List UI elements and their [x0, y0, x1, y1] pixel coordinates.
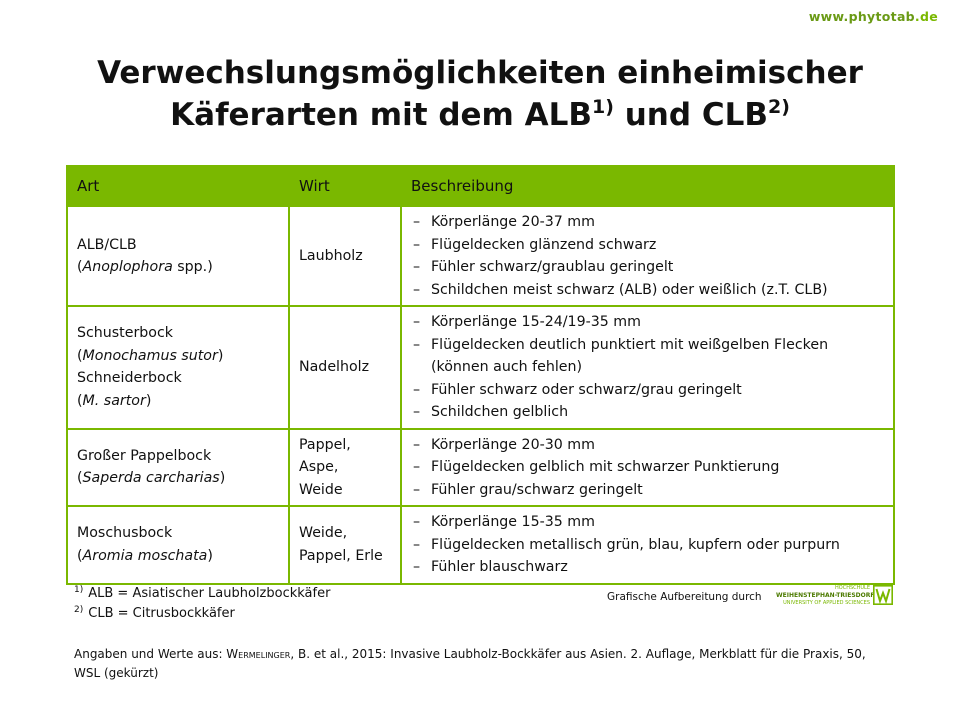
header-beschreibung: Beschreibung	[401, 166, 894, 206]
footnote-text: CLB = Citrusbockkäfer	[88, 606, 235, 621]
source-author: Wermelinger	[226, 647, 291, 661]
header-art: Art	[67, 166, 289, 206]
source-rest: , B. et al., 2015: Invasive Laubholz-Bockkäfer aus Asien. 2. Auflage, Merkblatt für die Praxis, 50, WSL (gekürzt)	[74, 647, 866, 680]
description-item: – Fühler schwarz oder schwarz/grau geringelt	[411, 379, 884, 402]
site-url[interactable]	[809, 9, 938, 24]
cell-wirt: Nadelholz	[289, 306, 401, 429]
art-latin-line	[77, 467, 279, 490]
art-name: Moschusbock	[77, 525, 173, 542]
beetle-comparison-table	[66, 165, 895, 585]
description-item: – Flügeldecken glänzend schwarz	[411, 234, 884, 257]
logo-mark-icon	[873, 585, 893, 605]
art-latin-line	[77, 345, 279, 368]
description-item: – Körperlänge 20-30 mm	[411, 434, 884, 457]
description-item: – Schildchen meist schwarz (ALB) oder weißlich (z.T. CLB)	[411, 279, 884, 302]
header-wirt: Wirt	[289, 166, 401, 206]
logo-line-1: HOCHSCHULE	[835, 585, 870, 591]
description-list	[411, 434, 884, 502]
title-sup-1: 1)	[592, 96, 614, 118]
art-latin-suffix: )	[145, 392, 152, 409]
wirt-line: Pappel,	[299, 436, 351, 453]
paren-open: (	[77, 470, 83, 487]
cell-beschreibung	[401, 306, 894, 429]
paren-open: (	[77, 392, 83, 409]
wirt-line: Pappel, Erle	[299, 547, 383, 564]
art-latin-suffix: spp.)	[172, 259, 213, 275]
art-name: ALB/CLB	[77, 236, 137, 253]
table-row	[67, 506, 894, 584]
description-item: – Flügeldecken deutlich punktiert mit weißgelben Flecken (können auch fehlen)	[411, 334, 884, 379]
cell-beschreibung	[401, 506, 894, 584]
cell-art	[67, 429, 289, 507]
wirt-line: Aspe,	[299, 459, 339, 475]
source-prefix: Angaben und Werte aus:	[74, 647, 227, 661]
title-line-2-prefix: Käferarten mit dem ALB	[170, 97, 593, 133]
paren-open: (	[77, 547, 83, 564]
table-row	[67, 206, 894, 306]
source-reference	[74, 645, 889, 683]
art-latin-2: M. sartor	[82, 392, 146, 409]
cell-wirt	[289, 429, 401, 507]
paren-open: (	[77, 347, 83, 364]
description-item: – Körperlänge 15-35 mm	[411, 511, 884, 534]
description-item: – Körperlänge 15-24/19-35 mm	[411, 311, 884, 334]
logo-line-3: UNIVERSITY OF APPLIED SCIENCES	[783, 600, 870, 606]
art-latin-suffix: )	[219, 470, 226, 487]
art-latin-line-2	[77, 390, 279, 413]
description-item: – Schildchen gelblich	[411, 401, 884, 424]
cell-beschreibung	[401, 429, 894, 507]
title-sup-2: 2)	[767, 96, 790, 118]
university-logo[interactable]	[776, 585, 894, 607]
art-latin-suffix: )	[217, 347, 224, 364]
art-latin-line	[77, 545, 279, 568]
logo-line-2: WEIHENSTEPHAN-TRIESDORF	[776, 592, 875, 599]
title-line-2	[0, 94, 960, 136]
page-title	[0, 52, 960, 136]
description-item: – Fühler schwarz/graublau geringelt	[411, 256, 884, 279]
art-latin-line	[77, 256, 279, 279]
title-line-2-mid: und CLB	[613, 97, 768, 133]
wirt-line: Weide,	[299, 525, 348, 542]
art-latin: Saperda carcharias	[82, 470, 220, 487]
description-item: – Fühler grau/schwarz geringelt	[411, 479, 884, 502]
description-list	[411, 311, 884, 424]
art-latin: Monochamus sutor	[82, 347, 218, 364]
art-name: Großer Pappelbock	[77, 447, 212, 464]
cell-art	[67, 306, 289, 429]
description-list	[411, 211, 884, 301]
wirt-line: Weide	[299, 481, 343, 498]
paren-open: (	[77, 259, 83, 275]
description-item: – Körperlänge 20-37 mm	[411, 211, 884, 234]
description-item: – Flügeldecken metallisch grün, blau, kupfern oder purpurn	[411, 534, 884, 557]
art-name-2: Schneiderbock	[77, 370, 182, 387]
cell-wirt: Laubholz	[289, 206, 401, 306]
cell-art	[67, 506, 289, 584]
footnote-mark: 2)	[74, 605, 84, 615]
cell-art	[67, 206, 289, 306]
credit-text: Grafische Aufbereitung durch	[607, 591, 762, 603]
description-item: – Fühler blauschwarz	[411, 556, 884, 579]
cell-beschreibung	[401, 206, 894, 306]
title-line-1: Verwechslungsmöglichkeiten einheimischer	[97, 55, 863, 91]
table-header-row	[67, 166, 894, 206]
art-latin-suffix: )	[207, 547, 213, 564]
art-latin: Anoplophora	[82, 259, 173, 275]
description-list	[411, 511, 884, 579]
footnote-1	[74, 584, 330, 604]
table-row	[67, 306, 894, 429]
table-row	[67, 429, 894, 507]
description-item: – Flügeldecken gelblich mit schwarzer Punktierung	[411, 456, 884, 479]
site-url-tld: .de	[914, 9, 938, 24]
footnotes	[74, 584, 330, 624]
cell-wirt	[289, 506, 401, 584]
art-name: Schusterbock	[77, 325, 174, 342]
footnote-text: ALB = Asiatischer Laubholzbockkäfer	[88, 586, 331, 601]
footnote-2	[74, 604, 330, 624]
footnote-mark: 1)	[74, 585, 84, 595]
art-latin: Aromia moschata	[82, 547, 208, 564]
site-url-main: www.phytotab	[808, 9, 915, 24]
